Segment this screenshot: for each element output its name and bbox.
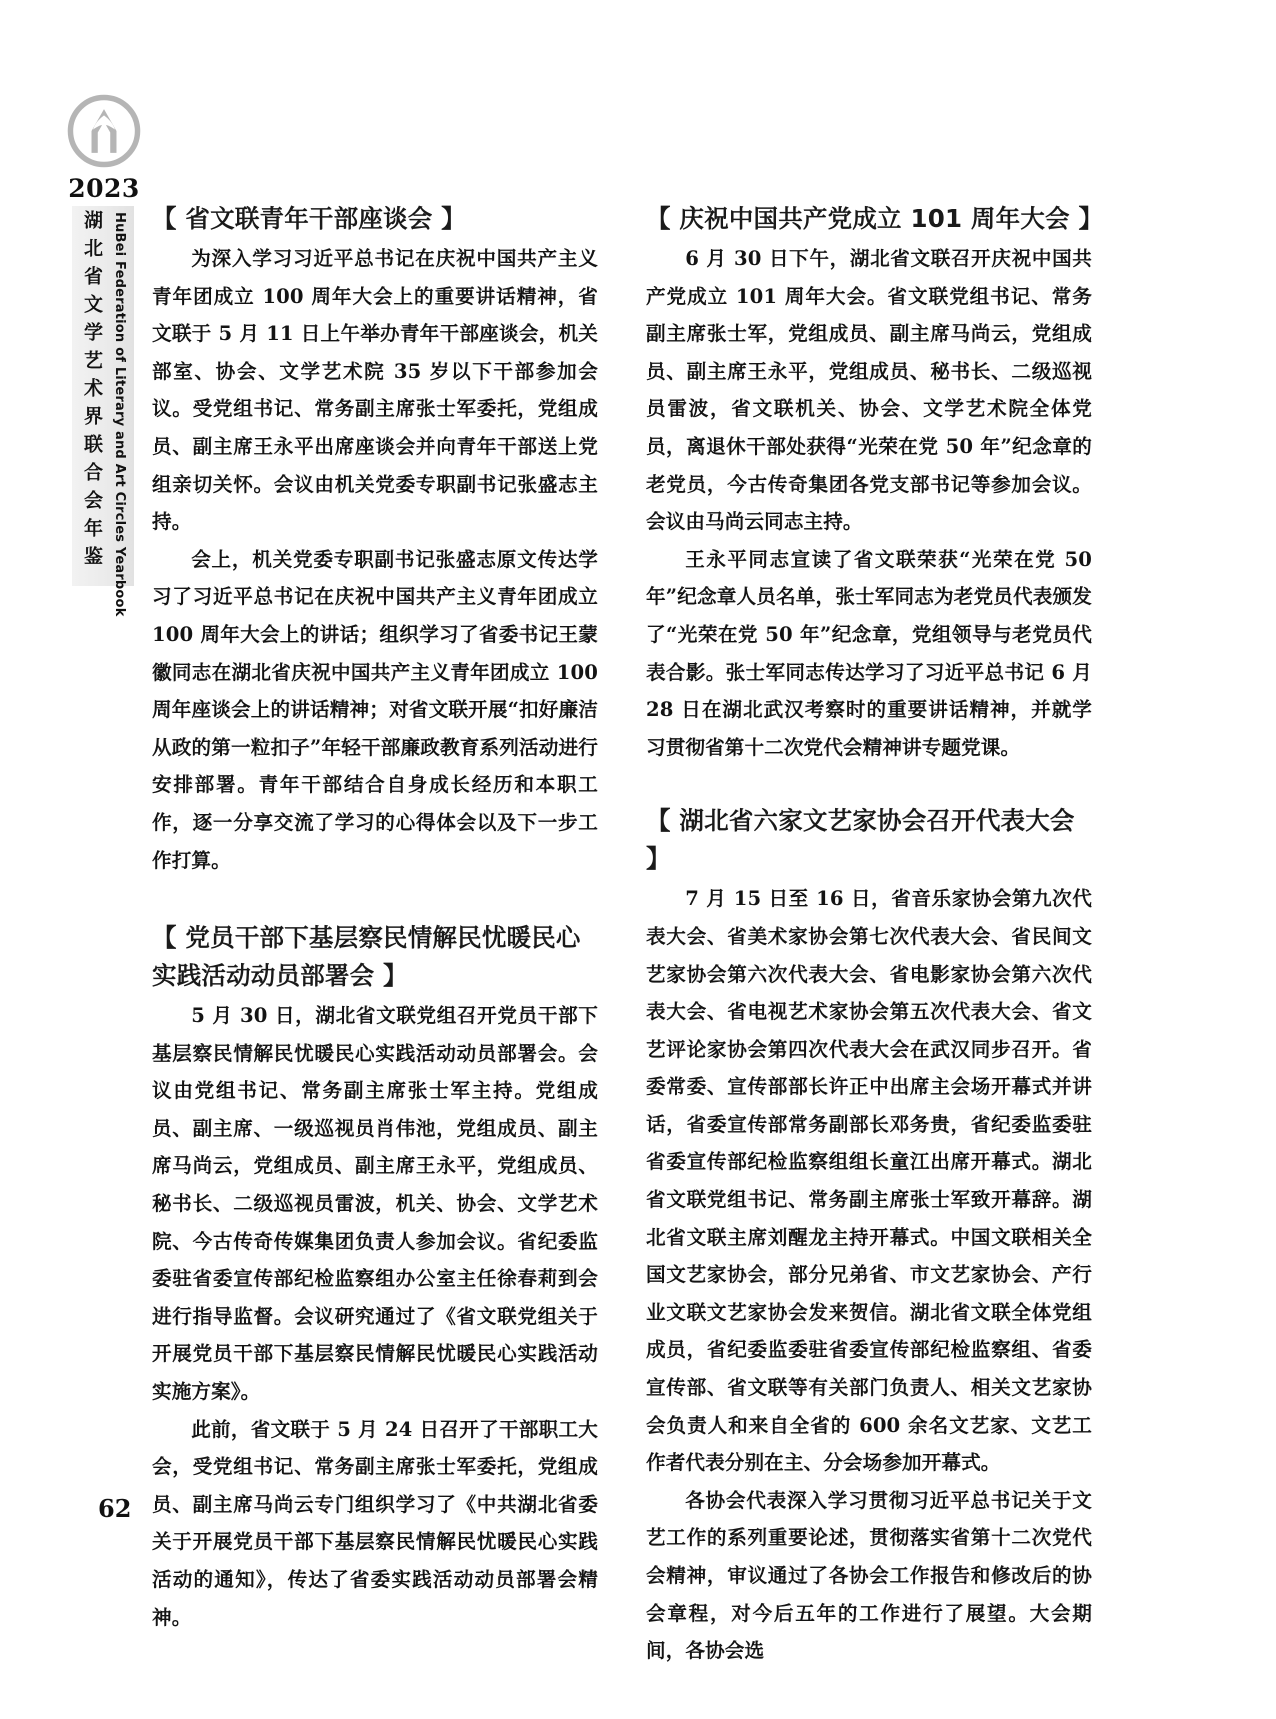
section-paragraph: 为深入学习习近平总书记在庆祝中国共产主义青年团成立 100 周年大会上的重要讲话精神，省文联于 5 月 11 日上午举办青年干部座谈会，机关部室、协会、文学艺术院 35 岁以下干部参加会议。受党组书记、常务副主席张士军委托，党组成员、副主席王永平出席座谈会并向青年干部送上党组亲切关怀。会议由机关党委专职副书记张盛志主持。 xyxy=(152,247,598,534)
column-left xyxy=(152,200,598,1670)
year-badge: 2023 xyxy=(68,174,140,203)
section-paragraph: 会上，机关党委专职副书记张盛志原文传达学习了习近平总书记在庆祝中国共产主义青年团成立 100 周年大会上的讲话；组织学习了省委书记王蒙徽同志在湖北省庆祝中国共产主义青年团成立 100 周年座谈会上的讲话精神；对省文联开展“扣好廉洁从政的第一粒扣子”年轻干部廉政教育系列活动进行安排部署。青年干部结合自身成长经历和本职工作，逐一分享交流了学习的心得体会以及下一步工作打算。 xyxy=(152,547,598,872)
page-folio: 62 xyxy=(98,1494,132,1523)
section-paragraph: 5 月 30 日，湖北省文联党组召开党员干部下基层察民情解民忧暖民心实践活动动员部署会。会议由党组书记、常务副主席张士军主持。党组成员、副主席、一级巡视员肖伟池，党组成员、副主席马尚云，党组成员、副主席王永平，党组成员、秘书长、二级巡视员雷波，机关、协会、文学艺术院、今古传奇传媒集团负责人参加会议。省纪委监委驻省委宣传部纪检监察组办公室主任徐春莉到会进行指导监督。会议研究通过了《省文联党组关于开展党员干部下基层察民情解民忧暖民心实践活动实施方案》。 xyxy=(152,1004,598,1404)
section-paragraph: 王永平同志宣读了省文联荣获“光荣在党 50 年”纪念章人员名单，张士军同志为老党员代表颁发了“光荣在党 50 年”纪念章，党组领导与老党员代表合影。张士军同志传达学习了习近平总书记 6 月 28 日在湖北武汉考察时的重要讲话精神，并就学习贯彻省第十二次党代会精神讲专题党课。 xyxy=(646,547,1092,759)
section-heading: 【 庆祝中国共产党成立 101 周年大会 】 xyxy=(646,204,1104,233)
article-columns xyxy=(152,200,1104,1670)
federation-emblem-icon xyxy=(65,92,143,170)
section-heading: 【 党员干部下基层察民情解民忧暖民心实践活动动员部署会 】 xyxy=(152,923,581,991)
publisher-logo xyxy=(62,92,146,203)
section-heading: 【 省文联青年干部座谈会 】 xyxy=(152,204,466,233)
left-margin-rail xyxy=(0,0,150,1719)
section-paragraph: 各协会代表深入学习贯彻习近平总书记关于文艺工作的系列重要论述，贯彻落实省第十二次党代会精神，审议通过了各协会工作报告和修改后的协会章程，对今后五年的工作进行了展望。大会期间，各协会选 xyxy=(646,1488,1092,1663)
column-right xyxy=(646,200,1104,1670)
section-paragraph: 7 月 15 日至 16 日，省音乐家协会第九次代表大会、省美术家协会第七次代表大会、省民间文艺家协会第六次代表大会、省电影家协会第六次代表大会、省电视艺术家协会第五次代表大会、省文艺评论家协会第四次代表大会在武汉同步召开。省委常委、宣传部部长许正中出席主会场开幕式并讲话，省委宣传部常务副部长邓务贵，省纪委监委驻省委宣传部纪检监察组组长童江出席开幕式。湖北省文联党组书记、常务副主席张士军致开幕辞。湖北省文联主席刘醒龙主持开幕式。中国文联相关全国文艺家协会，部分兄弟省、市文艺家协会、产行业文联文艺家协会发来贺信。湖北省文联全体党组成员，省纪委监委驻省委宣传部纪检监察组、省委宣传部、省文联等有关部门负责人、相关文艺家协会负责人和来自全省的 600 余名文艺家、文艺工作者代表分别在主、分会场参加开幕式。 xyxy=(646,887,1092,1475)
section-paragraph: 此前，省文联于 5 月 24 日召开了干部职工大会，受党组书记、常务副主席张士军委托，党组成员、副主席马尚云专门组织学习了《中共湖北省委关于开展党员干部下基层察民情解民忧暖民心实践活动的通知》，传达了省委实践活动动员部署会精神。 xyxy=(152,1417,598,1629)
spine-title-chinese: 湖北省文学艺术界联合会年鉴 xyxy=(81,210,103,574)
section-paragraph: 6 月 30 日下午，湖北省文联召开庆祝中国共产党成立 101 周年大会。省文联党组书记、常务副主席张士军，党组成员、副主席马尚云，党组成员、副主席王永平，党组成员、秘书长、二级巡视员雷波，省文联机关、协会、文学艺术院全体党员，离退休干部处获得“光荣在党 50 年”纪念章的老党员，今古传奇集团各党支部书记等参加会议。会议由马尚云同志主持。 xyxy=(646,247,1092,534)
spine-title-english: HuBei Federation of Literary and Art Circles Yearbook xyxy=(112,212,127,617)
section-heading: 【 湖北省六家文艺家协会召开代表大会 】 xyxy=(646,806,1075,874)
